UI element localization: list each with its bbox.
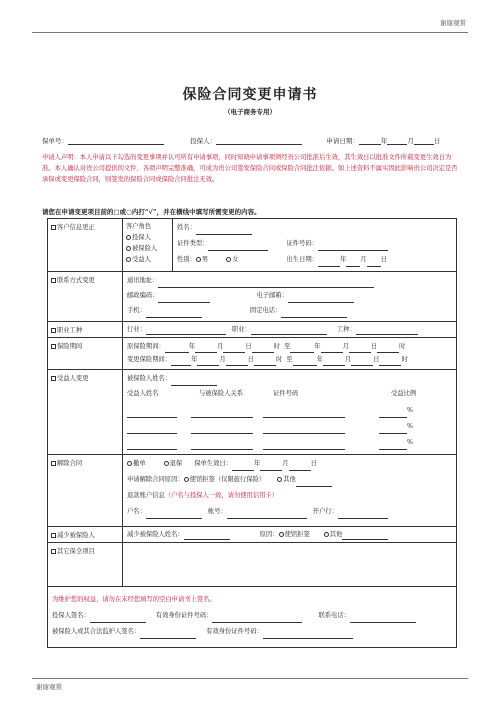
new-start-day[interactable]: [226, 359, 248, 366]
unit-y: 年: [314, 343, 321, 350]
gender-female-radio[interactable]: [226, 257, 231, 262]
beneficiary-id-field[interactable]: [263, 427, 345, 434]
gender-female: 女: [232, 256, 239, 263]
job-checkbox[interactable]: [51, 328, 56, 333]
reduce-reason-label: 原因：: [259, 531, 279, 538]
gender-male-radio[interactable]: [196, 257, 201, 262]
account-note: （户名与投保人一致，请勿使用信用卡）: [164, 492, 279, 499]
insured-name-label: 被保险人姓名：: [127, 375, 172, 382]
section-contact: [48, 272, 123, 322]
unit-y: 年: [316, 356, 323, 363]
occupation-field[interactable]: [251, 328, 327, 335]
new-end-month[interactable]: [323, 359, 345, 366]
unit-d: 日: [247, 356, 254, 363]
policy-no-field[interactable]: [68, 138, 164, 145]
change-form-table: [47, 218, 457, 648]
unit-h: 时: [273, 343, 280, 350]
year-unit: 年: [339, 256, 347, 263]
ph-sign-label: 投保人签名：: [52, 612, 90, 619]
year-unit: 年: [253, 460, 261, 467]
ph-phone-field[interactable]: [350, 616, 416, 623]
col-relation: 与被保险人关系: [199, 390, 244, 397]
ins-sign-field[interactable]: [140, 632, 196, 639]
col-beneficiary-name: 受益人姓名: [127, 390, 159, 397]
id-no-field[interactable]: [318, 244, 388, 251]
col-id: 证件号码: [273, 390, 299, 397]
id-type-field[interactable]: [208, 244, 268, 251]
instruction-text: 请您在申请变更项目前的□或○内打“√”，并在横线中填写所需变更的内容。: [42, 208, 261, 216]
contact-checkbox[interactable]: [51, 278, 56, 283]
header-note: 谢谢观赏: [440, 19, 466, 27]
customer-checkbox[interactable]: [51, 225, 56, 230]
ins-id-field[interactable]: [263, 632, 353, 639]
policyholder-field[interactable]: [216, 138, 302, 145]
customer-label: 客户信息更正: [57, 224, 95, 231]
account-no-label: 帐号：: [207, 508, 227, 515]
orig-period-label: 原保险期间：: [127, 343, 165, 350]
unit-y: 年: [191, 356, 198, 363]
day-unit: 日: [433, 137, 441, 145]
footer-note: 谢谢观赏: [36, 683, 62, 691]
beneficiary-row: [127, 436, 452, 452]
phone-field[interactable]: [281, 311, 347, 318]
new-start-month[interactable]: [197, 359, 219, 366]
other-label: 其它保全项目: [57, 548, 95, 555]
effective-label: 保单生效日：: [194, 460, 232, 467]
cancel-option: 撤单: [133, 460, 146, 467]
beneficiary-relation-field[interactable]: [191, 443, 253, 450]
unit-to: 至: [283, 343, 291, 350]
orig-end-month[interactable]: [321, 346, 343, 353]
job-label: 职业工种: [57, 327, 83, 334]
unit-d: 日: [245, 343, 252, 350]
header-divider: [32, 32, 468, 33]
gender-label: 性别：: [177, 256, 196, 263]
new-end-day[interactable]: [351, 359, 373, 366]
new-end-hour[interactable]: [379, 359, 401, 366]
orig-start-hour[interactable]: [252, 346, 274, 353]
section-other: [48, 543, 123, 587]
beneficiary-relation-field[interactable]: [191, 411, 253, 418]
surrender-option: 退保: [169, 460, 183, 467]
role-beneficiary: 受益人: [132, 256, 151, 263]
signature-warning: 为维护您的权益，请勿在未经您填写的空白申请书上签名。: [52, 596, 216, 603]
reason-other-radio[interactable]: [277, 477, 282, 482]
id-no-label: 证件号码：: [286, 240, 318, 247]
beneficiary-ratio-field[interactable]: [379, 411, 407, 418]
orig-period-row: [127, 340, 452, 353]
beneficiary-name-field[interactable]: [127, 411, 177, 418]
beneficiary-row: [127, 420, 452, 436]
role-options: [123, 219, 173, 271]
reason-other: 其他: [283, 476, 296, 483]
birth-label: 出生日期：: [286, 256, 318, 263]
period-label: 保险期间: [57, 343, 83, 350]
industry-field[interactable]: [146, 328, 226, 335]
ph-id-field[interactable]: [212, 616, 302, 623]
unit-m: 月: [342, 343, 349, 350]
date-label: 申请日期：: [326, 137, 359, 145]
account-no-field[interactable]: [227, 512, 307, 519]
section-period: [48, 338, 123, 370]
effective-year[interactable]: [232, 464, 254, 471]
orig-start-month[interactable]: [195, 346, 217, 353]
col-ratio: 受益比例: [391, 390, 417, 397]
postcode-field[interactable]: [158, 296, 210, 303]
unit-m: 月: [219, 356, 226, 363]
beneficiary-relation-field[interactable]: [191, 427, 253, 434]
postcode-label: 邮政编码：: [127, 292, 159, 299]
unit-h: 时: [275, 356, 283, 363]
document-subtitle: （电子商务专用）: [224, 108, 276, 116]
section-reduce: [48, 527, 123, 543]
orig-start-day[interactable]: [223, 346, 245, 353]
role-title: 客户角色: [126, 223, 152, 230]
meta-line: [42, 136, 440, 145]
reduce-name-label: 减少被保险人姓名：: [127, 531, 184, 538]
customer-name-label: 姓名：: [177, 224, 196, 231]
role-insured: 被保险人: [132, 245, 158, 252]
cancel-label: 解除合同: [57, 460, 83, 467]
day-unit: 日: [380, 256, 387, 263]
date-month-field[interactable]: [387, 138, 407, 145]
date-year-field[interactable]: [359, 138, 381, 145]
insured-name-field[interactable]: [171, 379, 217, 386]
effective-month[interactable]: [260, 464, 282, 471]
unit-m: 月: [344, 356, 352, 363]
beneficiary-id-field[interactable]: [263, 411, 345, 418]
unit-d: 日: [370, 343, 378, 350]
other-checkbox[interactable]: [51, 549, 56, 554]
reduce-label: 减少被保险人: [57, 532, 95, 539]
orig-start-year[interactable]: [165, 346, 189, 353]
reduce-other-field[interactable]: [342, 533, 388, 540]
percent-sign: %: [407, 407, 413, 414]
address-field[interactable]: [158, 281, 374, 288]
email-field[interactable]: [288, 296, 354, 303]
surrender-radio[interactable]: [164, 461, 169, 466]
birth-year-field[interactable]: [318, 260, 340, 267]
section-customer: [48, 219, 123, 272]
id-type-label: 证件类型：: [177, 240, 209, 247]
percent-sign: %: [407, 439, 413, 446]
month-unit: 月: [360, 256, 367, 263]
address-label: 通讯地址：: [127, 277, 159, 284]
document-title: 保险合同变更申请书: [182, 87, 318, 103]
new-period-row: [127, 353, 452, 366]
beneficiary-ratio-field[interactable]: [379, 443, 407, 450]
ins-sign-label: 被保险人或其合法监护人签名：: [52, 628, 141, 635]
beneficiary-label: 受益人变更: [57, 375, 89, 382]
new-start-hour[interactable]: [254, 359, 276, 366]
role-policyholder: 投保人: [132, 234, 151, 241]
cancel-checkbox[interactable]: [51, 461, 56, 466]
occupation-label: 职业：: [231, 326, 251, 333]
orig-end-year[interactable]: [290, 346, 314, 353]
unit-h: 时: [399, 343, 406, 350]
unit-d: 日: [373, 356, 380, 363]
bank-label: 开户行：: [312, 508, 338, 515]
reduce-visa: 使馆拒签: [284, 531, 310, 538]
new-end-year[interactable]: [293, 359, 317, 366]
unit-m: 月: [217, 343, 224, 350]
account-name-label: 户名：: [127, 508, 146, 515]
reduce-other-radio[interactable]: [324, 532, 329, 537]
worktype-label: 工种：: [336, 326, 356, 333]
reduce-other: 其他: [329, 531, 343, 538]
percent-sign: %: [407, 423, 413, 430]
unit-y: 年: [188, 343, 196, 350]
beneficiary-name-field[interactable]: [127, 443, 177, 450]
beneficiary-name-field[interactable]: [127, 427, 177, 434]
ph-id-label: 有效身份证件号码：: [155, 612, 213, 619]
customer-name-field[interactable]: [196, 228, 252, 235]
unit-to: 至: [286, 356, 293, 363]
declaration-text: 申请人声明：本人申请以下勾选的变更事项并认可所有申请事项，同时知晓申请事项须经贵公司批准后生效，其生效日以批准文件所载变更生效日为准。本人确认对贵公司提供的文件、各项声明完整准确，可成为贵公司签发保险合同或保险合同批注依据。如上述资料不属实因此影响贵公司决定是否承保或变更保险合同，则签发的保险合同或保险合同批注无效。: [42, 154, 458, 183]
beneficiary-id-field[interactable]: [263, 443, 345, 450]
new-period-label: 变更保险期间：: [127, 356, 172, 363]
cancel-radio[interactable]: [127, 461, 132, 466]
phone-label: 固定电话：: [249, 307, 282, 314]
period-checkbox[interactable]: [51, 344, 56, 349]
date-day-field[interactable]: [414, 138, 434, 145]
orig-end-hour[interactable]: [377, 346, 399, 353]
policyholder-label: 投保人：: [190, 137, 217, 145]
reason-visa: 使馆拒签（仅限旅行保险）: [189, 476, 266, 483]
birth-day-field[interactable]: [367, 260, 381, 267]
account-info-label: 退款账户信息: [127, 492, 165, 499]
bank-field[interactable]: [338, 512, 388, 519]
new-start-year[interactable]: [171, 359, 191, 366]
month-unit: 月: [407, 137, 414, 145]
beneficiary-ratio-field[interactable]: [379, 427, 407, 434]
industry-label: 行业：: [127, 326, 146, 333]
mobile-label: 手机：: [127, 307, 146, 314]
section-job: [48, 322, 123, 338]
beneficiary-header-row: [127, 387, 452, 404]
section-cancel: [48, 455, 123, 527]
account-name-field[interactable]: [146, 512, 202, 519]
day-unit: 日: [310, 460, 317, 467]
reason-visa-radio[interactable]: [184, 477, 189, 482]
email-label: 电子邮箱：: [256, 292, 288, 299]
reduce-visa-radio[interactable]: [279, 532, 284, 537]
policy-no-label: 保单号：: [42, 137, 68, 145]
cancel-reason-label: 申请解除合同原因：: [127, 476, 184, 483]
footer-divider: [32, 678, 468, 679]
mobile-field[interactable]: [146, 311, 202, 318]
signature-block: [48, 587, 457, 648]
beneficiary-checkbox[interactable]: [51, 376, 56, 381]
worktype-field[interactable]: [356, 328, 418, 335]
orig-end-day[interactable]: [349, 346, 371, 353]
role-radio-insured[interactable]: [126, 246, 131, 251]
reduce-checkbox[interactable]: [51, 533, 56, 538]
month-unit: 月: [282, 460, 289, 467]
gender-male: 男: [201, 256, 209, 263]
effective-day[interactable]: [289, 464, 311, 471]
year-unit: 年: [380, 137, 388, 145]
role-radio-beneficiary[interactable]: [126, 257, 131, 262]
ins-id-label: 有效身份证件号码：: [206, 628, 263, 635]
contact-label: 联系方式变更: [57, 277, 95, 284]
beneficiary-row: [127, 404, 452, 420]
ph-phone-label: 联系电话：: [318, 612, 350, 619]
reduce-name-field[interactable]: [184, 533, 230, 540]
reason-other-field[interactable]: [296, 480, 332, 487]
other-content-area[interactable]: [123, 543, 457, 587]
ph-sign-field[interactable]: [90, 616, 146, 623]
section-beneficiary: [48, 370, 123, 455]
birth-month-field[interactable]: [346, 260, 360, 267]
unit-h: 时: [401, 356, 408, 363]
role-radio-policyholder[interactable]: [126, 235, 131, 240]
